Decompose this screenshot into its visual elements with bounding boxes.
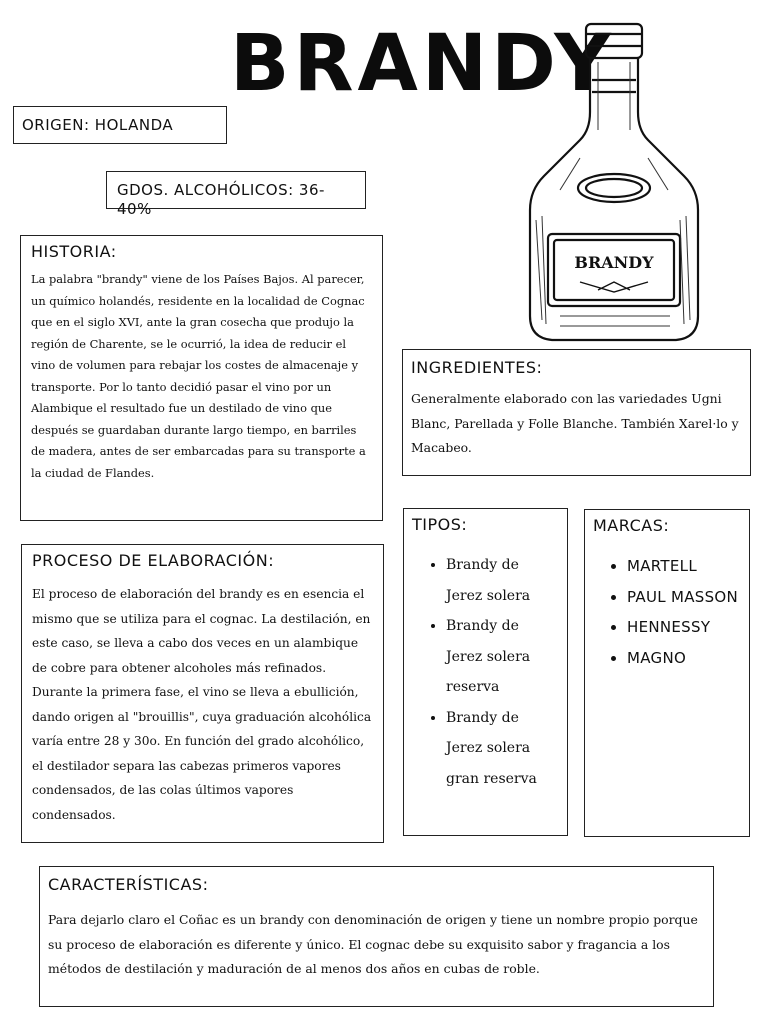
historia-heading: HISTORIA: bbox=[31, 242, 117, 261]
ingredientes-text: Generalmente elaborado con las variedades Ugni Blanc, Parellada y Folle Blanche. También Xarel·lo y Macabeo. bbox=[411, 391, 739, 455]
caracteristicas-heading: CARACTERÍSTICAS: bbox=[48, 875, 209, 894]
caracteristicas-box bbox=[39, 866, 714, 1007]
page-title: BRANDY bbox=[230, 19, 615, 109]
historia-text: La palabra "brandy" viene de los Países Bajos. Al parecer, un químico holandés, residente en la localidad de Cognac que en el siglo XVI, ante la gran cosecha que produjo la región de Charente, se le ocurrió, la idea de reducir el vino de volumen para rebajar los costes de almacenaje y transporte. Por lo tanto decidió pasar el vino por un Alambique el resultado fue un destilado de vino que después se guardaban durante largo tiempo, en barriles de madera, antes de ser embarcadas para su transporte a la ciudad de Flandes. bbox=[31, 272, 366, 480]
brandy-bottle-illustration bbox=[520, 20, 710, 345]
origen-label: ORIGEN: HOLANDA bbox=[22, 116, 174, 134]
grados-box bbox=[106, 171, 366, 218]
tipos-heading: TIPOS: bbox=[412, 515, 468, 534]
proceso-heading: PROCESO DE ELABORACIÓN: bbox=[32, 551, 275, 570]
caracteristicas-text: Para dejarlo claro el Coñac es un brandy con denominación de origen y tiene un nombre propio porque su proceso de elaboración es diferente y único. El cognac debe su exquisito sabor y fragancia a los métodos de destilación y maduración de al menos dos años en cubas de roble. bbox=[48, 912, 698, 976]
marcas-list bbox=[593, 551, 741, 673]
list-item: • Brandy de Jerez solera reserva bbox=[446, 611, 559, 703]
tipos-box bbox=[403, 508, 568, 836]
historia-box bbox=[20, 235, 383, 521]
list-item: • Brandy de Jerez solera bbox=[446, 550, 559, 611]
list-item: • HENNESSY bbox=[627, 612, 741, 643]
list-item: • MAGNO bbox=[627, 643, 741, 674]
marcas-box bbox=[584, 509, 750, 837]
list-item: • PAUL MASSON bbox=[627, 582, 741, 613]
ingredientes-box bbox=[402, 349, 751, 476]
proceso-text: El proceso de elaboración del brandy es en esencia el mismo que se utiliza para el cognac. La destilación, en este caso, se lleva a cabo dos veces en un alambique de cobre para obtener alcoholes más refinados. Durante la primera fase, el vino se lleva a ebullición, dando origen al "brouillis", cuya graduación alcohólica varía entre 28 y 30o. En función del grado alcohólico, el destilador separa las cabezas primeros vapores condensados, de las colas últimos vapores condensados. bbox=[32, 587, 372, 822]
proceso-box bbox=[21, 544, 384, 843]
ingredientes-heading: INGREDIENTES: bbox=[411, 358, 543, 377]
list-item: • MARTELL bbox=[627, 551, 741, 582]
bottle-label-text: BRANDY bbox=[574, 253, 654, 272]
grados-label: GDOS. ALCOHÓLICOS: 36-40% bbox=[117, 181, 325, 218]
list-item: • Brandy de Jerez solera gran reserva bbox=[446, 703, 559, 795]
origen-box bbox=[13, 106, 227, 144]
marcas-heading: MARCAS: bbox=[593, 516, 670, 535]
tipos-list bbox=[412, 550, 559, 794]
